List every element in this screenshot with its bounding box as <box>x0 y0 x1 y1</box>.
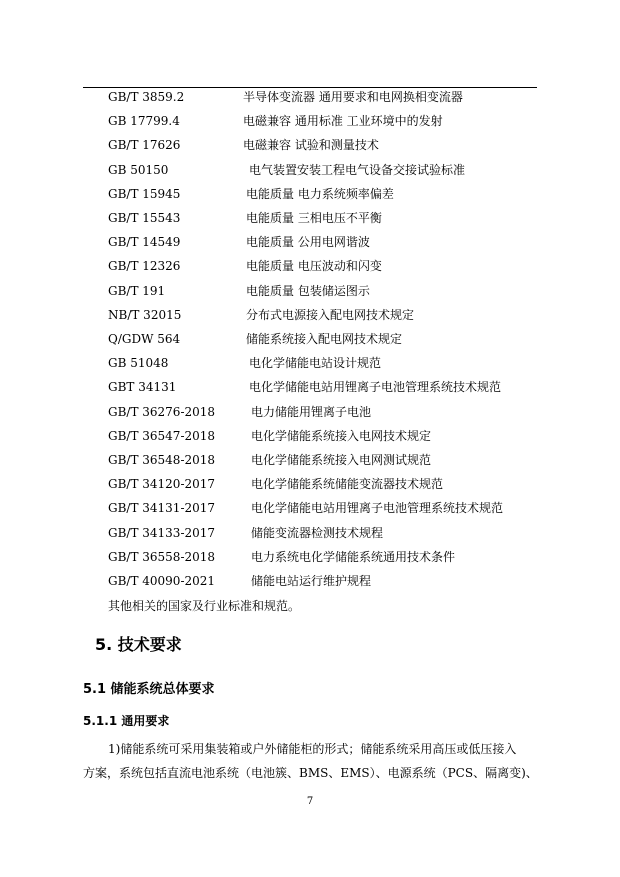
standard-code: GB/T 191 <box>108 283 166 298</box>
standard-code: GB/T 36558-2018 <box>108 549 216 564</box>
standard-code: Q/GDW 564 <box>108 332 181 346</box>
standard-row <box>0 378 620 396</box>
standard-row <box>0 499 620 517</box>
standard-code: GB 50150 <box>108 162 169 177</box>
standard-code: GB 17799.4 <box>108 114 180 129</box>
standard-row <box>0 112 620 130</box>
standard-code: GB 51048 <box>108 356 169 371</box>
standard-row <box>0 475 620 493</box>
paragraph-line-1: 1)储能系统可采用集装箱或户外储能柜的形式；储能系统采用高压或低压接入 <box>108 742 517 756</box>
standard-row <box>0 161 620 179</box>
standard-code: GB/T 34133-2017 <box>108 525 216 540</box>
standard-row <box>0 451 620 469</box>
standard-code: GB/T 40090-2021 <box>108 574 216 588</box>
standard-title: 电能质量 电力系统频率偏差 <box>246 186 394 201</box>
closing-note: 其他相关的国家及行业标准和规范。 <box>108 599 301 613</box>
paragraph-line-2: 方案，系统包括直流电池系统（电池簇、BMS、EMS）、电源系统（PCS、隔离变)、 <box>83 766 538 780</box>
standard-code: GB/T 14549 <box>108 235 181 250</box>
standard-title: 储能电站运行维护规程 <box>251 574 372 588</box>
standard-title: 电磁兼容 通用标准 工业环境中的发射 <box>243 114 443 129</box>
standard-title: 电化学储能系统接入电网技术规定 <box>251 428 432 443</box>
standard-row <box>0 427 620 445</box>
subsection-heading: 5.1 储能系统总体要求 <box>83 682 215 697</box>
standard-title: 半导体变流器 通用要求和电网换相变流器 <box>243 90 463 104</box>
standard-title: 电能质量 电压波动和闪变 <box>246 259 382 274</box>
standard-title: 电能质量 公用电网谐波 <box>246 235 370 250</box>
standard-title: 电力储能用锂离子电池 <box>251 404 372 419</box>
standard-code: GB/T 15945 <box>108 186 181 201</box>
standard-row <box>0 548 620 566</box>
standard-code: GB/T 34120-2017 <box>108 477 216 492</box>
standard-title: 电能质量 三相电压不平衡 <box>246 211 382 225</box>
standard-row <box>0 233 620 251</box>
standard-code: NB/T 32015 <box>108 307 182 322</box>
page-number: 7 <box>306 796 314 807</box>
standard-code: GBT 34131 <box>108 380 177 395</box>
subsubsection-heading: 5.1.1 通用要求 <box>83 714 170 728</box>
standard-title: 分布式电源接入配电网技术规定 <box>246 307 415 322</box>
standard-row <box>0 403 620 421</box>
standard-row <box>0 257 620 275</box>
standard-title: 电化学储能电站用锂离子电池管理系统技术规范 <box>251 501 504 516</box>
standard-code: GB/T 17626 <box>108 138 181 153</box>
standard-row <box>0 572 620 590</box>
standard-code: GB/T 12326 <box>108 259 181 274</box>
standard-row <box>0 136 620 154</box>
standard-title: 电化学储能系统接入电网测试规范 <box>251 453 432 467</box>
standard-code: GB/T 34131-2017 <box>108 501 216 516</box>
standard-row <box>0 88 620 106</box>
standard-row <box>0 209 620 227</box>
standard-title: 电磁兼容 试验和测量技术 <box>243 138 379 153</box>
standard-title: 储能变流器检测技术规程 <box>251 525 384 540</box>
standard-code: GB/T 3859.2 <box>108 90 185 104</box>
standard-row <box>0 306 620 324</box>
standard-title: 电能质量 包装储运图示 <box>246 283 370 298</box>
standard-title: 电化学储能系统储能变流器技术规范 <box>251 477 444 492</box>
standard-title: 电化学储能电站设计规范 <box>249 356 382 371</box>
standard-code: GB/T 36276-2018 <box>108 404 216 419</box>
standard-row <box>0 524 620 542</box>
standard-row <box>0 282 620 300</box>
standard-code: GB/T 36548-2018 <box>108 453 216 467</box>
standard-title: 电力系统电化学储能系统通用技术条件 <box>251 549 456 564</box>
standard-row <box>0 185 620 203</box>
standard-row <box>0 354 620 372</box>
standard-title: 电气装置安装工程电气设备交接试验标准 <box>249 162 466 177</box>
standard-code: GB/T 36547-2018 <box>108 428 216 443</box>
standard-title: 电化学储能电站用锂离子电池管理系统技术规范 <box>249 380 502 395</box>
standard-code: GB/T 15543 <box>108 211 181 225</box>
standard-title: 储能系统接入配电网技术规定 <box>246 332 403 346</box>
standard-row <box>0 330 620 348</box>
section-heading: 5. 技术要求 <box>95 635 182 654</box>
